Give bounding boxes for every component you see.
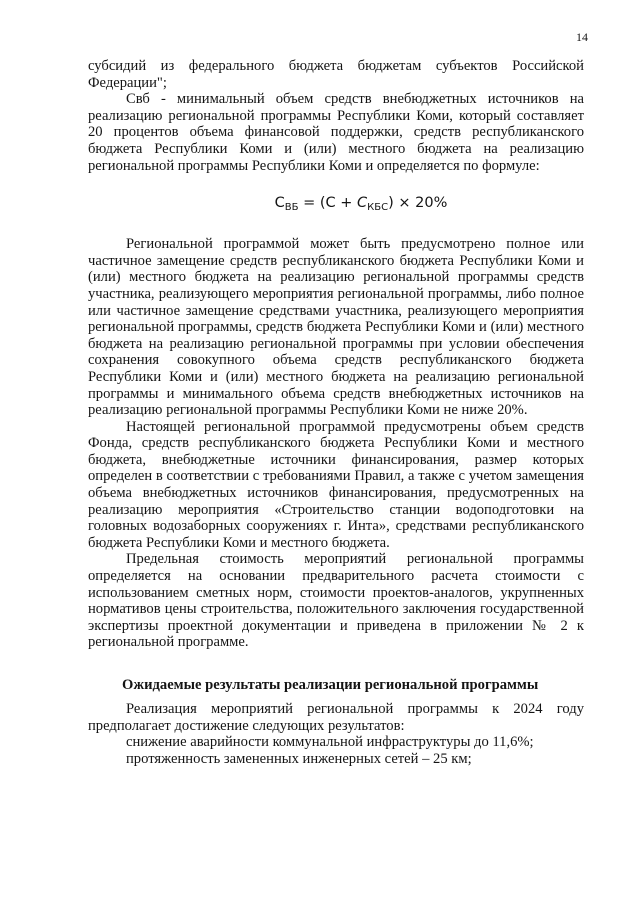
paragraph-continuation: субсидий из федерального бюджета бюджетам субъектов Российской Федерации"; [88,58,584,91]
paragraph-replacement: Региональной программой может быть предусмотрено полное или частичное замещение средств республиканского бюджета Республики Коми и (или) местного бюджета на реализацию региональной программы средств участника, реализующего мероприятия региональной программы, либо полное или частичное замещение средствами участника, реализующего мероприятия региональной программы, средств бюджета Республики Коми и (или) местного бюджета на реализацию региональной программы при условии обеспечения сохранения совокупного объема средств республиканского бюджета Республики Коми и (или) местного бюджета на реализацию региональной программы и минимального объема средств внебюджетных источников на реализацию региональной программы Республики Коми не ниже 20%. [88,236,584,419]
heading-results: Ожидаемые результаты реализации региональной программы [122,677,539,693]
results-item-1: снижение аварийности коммунальной инфраструктуры до 11,6%; [126,734,534,751]
document-body [88,58,584,767]
paragraph-cvb-definition: Cвб - минимальный объем средств внебюджетных источников на реализацию региональной программы Республики Коми, который составляет 20 процентов объема финансовой поддержки, средств республиканского бюджета Республики Коми и (или) местного бюджета на реализацию региональной программы Республики Коми и определяется по формуле: [88,91,584,174]
paragraph-results-intro: Реализация мероприятий региональной программы к 2024 году предполагает достижение следующих результатов: [88,701,584,734]
paragraph-cost: Предельная стоимость мероприятий региональной программы определяется на основании предварительного расчета стоимости с использованием сметных норм, стоимости проектов-аналогов, укрупненных нормативов цены строительства, положительного заключения государственной экспертизы проектной документации и приведена в приложении № 2 к региональной программе. [88,551,584,651]
formula-cvb [88,191,584,220]
formula-open: (C [319,195,336,212]
formula-percent: 20% [415,195,448,212]
results-item-2: протяженность замененных инженерных сетей – 25 км; [126,750,472,767]
formula-term: C [357,195,368,212]
formula-term-subscript: КБС [367,202,389,214]
formula-close: ) [388,195,394,212]
formula-lhs-subscript: ВБ [284,202,299,214]
formula-equals: = [303,195,316,212]
formula-plus: + [340,195,353,212]
paragraph-volume: Настоящей региональной программой предусмотрены объем средств Фонда, средств республиканского бюджета Республики Коми и местного бюджета, внебюджетные источники финансирования, размер которых определен в соответствии с требованиями Правил, а также с учетом замещения объема внебюджетных источников финансирования, предусмотренных на реализацию мероприятия «Строительство станции водоподготовки на головных водозаборных сооружениях г. Инта», средствами республиканского бюджета Республики Коми и местного бюджета. [88,418,584,551]
formula-lhs: C [274,195,285,212]
page-number: 14 [576,30,588,44]
formula-times: × [398,195,411,212]
